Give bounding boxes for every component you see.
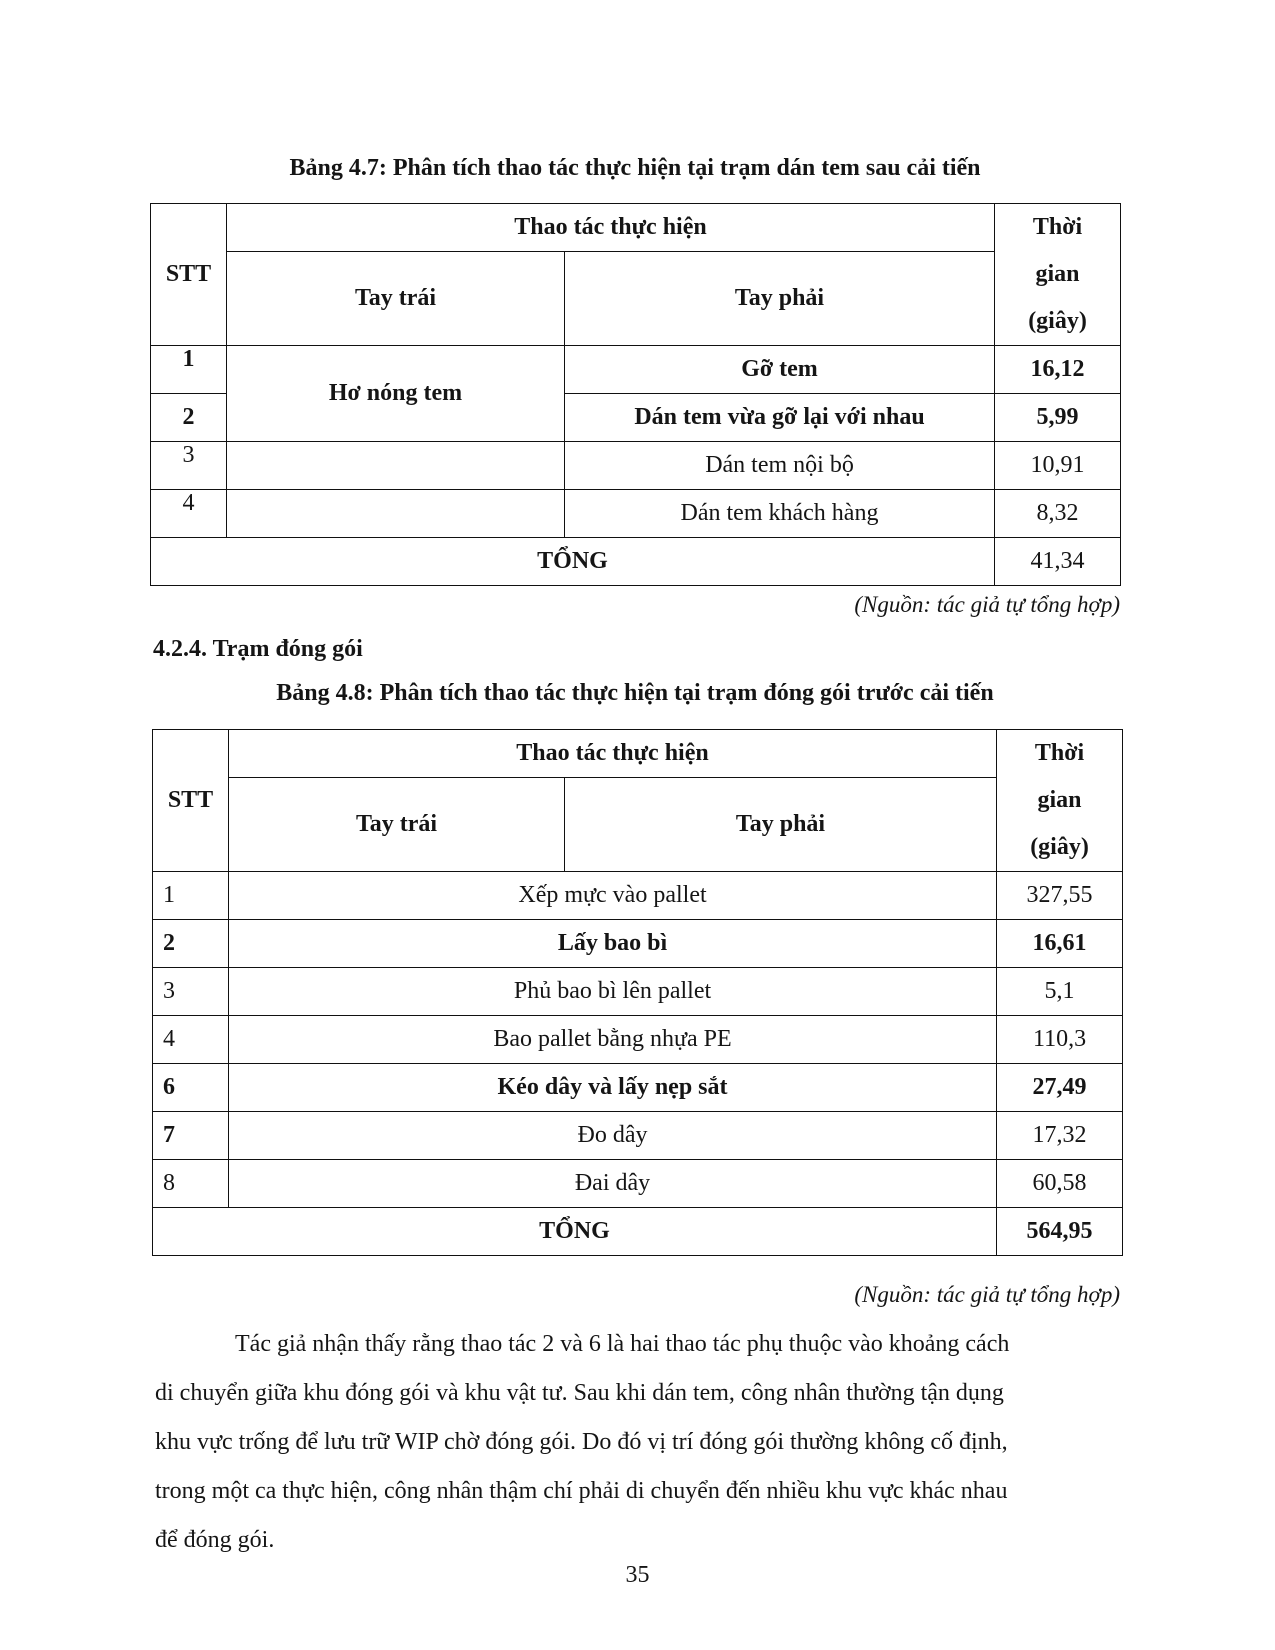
table1-stt-2: 2 [151, 394, 227, 442]
table1-header-stt: STT [151, 204, 227, 346]
table2-time-7: 17,32 [997, 1112, 1123, 1160]
table2-time-8: 60,58 [997, 1160, 1123, 1208]
table-row [151, 442, 1121, 490]
table-row [153, 1016, 1123, 1064]
table2-operation-3: Phủ bao bì lên pallet [229, 968, 997, 1016]
table1-time-2: 5,99 [995, 394, 1121, 442]
table2 [152, 729, 1123, 1256]
table2-total-label: TỔNG [153, 1208, 997, 1256]
table2-operation-2: Lấy bao bì [229, 920, 997, 968]
table1-header-right-hand: Tay phải [565, 252, 995, 346]
table-row [151, 346, 1121, 394]
table1-stt-1: 1 [151, 346, 227, 394]
table2-header-right-hand: Tay phải [565, 778, 997, 872]
table1-left-merged: Hơ nóng tem [227, 346, 565, 442]
table2-operation-7: Đo dây [229, 1112, 997, 1160]
table2-operation-8: Đai dây [229, 1160, 997, 1208]
table1-header-time [995, 204, 1121, 346]
table1-time-4: 8,32 [995, 490, 1121, 538]
table-row [153, 920, 1123, 968]
table1 [150, 203, 1121, 586]
table1-right-1: Gỡ tem [565, 346, 995, 394]
table1-total-label: TỔNG [151, 538, 995, 586]
table1-time-1: 16,12 [995, 346, 1121, 394]
table1-left-4 [227, 490, 565, 538]
table2-header-stt: STT [153, 730, 229, 872]
section-heading: 4.2.4. Trạm đóng gói [153, 636, 363, 662]
table2-header-operation: Thao tác thực hiện [229, 730, 997, 778]
paragraph-line-3: khu vực trống để lưu trữ WIP chờ đóng gói. Do đó vị trí đóng gói thường không cố định, [155, 1429, 1008, 1455]
table2-stt-2: 2 [153, 920, 229, 968]
table1-stt-4: 4 [151, 490, 227, 538]
table2-operation-6: Kéo dây và lấy nẹp sắt [229, 1064, 997, 1112]
table1-total-row [151, 538, 1121, 586]
table1-caption: Bảng 4.7: Phân tích thao tác thực hiện tại trạm dán tem sau cải tiến [289, 155, 981, 181]
table1-left-3 [227, 442, 565, 490]
table1-stt-3: 3 [151, 442, 227, 490]
table1-source: (Nguồn: tác giả tự tổng hợp) [854, 592, 1120, 617]
table-row [151, 490, 1121, 538]
table-row [153, 968, 1123, 1016]
table2-caption: Bảng 4.8: Phân tích thao tác thực hiện tại trạm đóng gói trước cải tiến [276, 680, 994, 706]
table1-right-3: Dán tem nội bộ [565, 442, 995, 490]
table1-time-3: 10,91 [995, 442, 1121, 490]
table1-right-2: Dán tem vừa gỡ lại với nhau [565, 394, 995, 442]
table1-right-4: Dán tem khách hàng [565, 490, 995, 538]
table-row [153, 1160, 1123, 1208]
table2-source: (Nguồn: tác giả tự tổng hợp) [854, 1282, 1120, 1307]
table2-stt-7: 7 [153, 1112, 229, 1160]
page-number: 35 [625, 1562, 650, 1588]
table2-stt-4: 4 [153, 1016, 229, 1064]
paragraph-line-1: Tác giả nhận thấy rằng thao tác 2 và 6 là hai thao tác phụ thuộc vào khoảng cách [235, 1331, 1010, 1357]
table1-header-operation: Thao tác thực hiện [227, 204, 995, 252]
paragraph-line-4: trong một ca thực hiện, công nhân thậm chí phải di chuyển đến nhiều khu vực khác nhau [155, 1478, 1008, 1504]
table1-header-time-1: Thời [1032, 214, 1083, 240]
table2-header-time-1: Thời [1034, 740, 1085, 766]
table2-time-1: 327,55 [997, 872, 1123, 920]
table2-header-time-2: gian [1037, 787, 1082, 813]
paragraph-line-2: di chuyển giữa khu đóng gói và khu vật tư. Sau khi dán tem, công nhân thường tận dụng [155, 1380, 1004, 1406]
table2-operation-1: Xếp mực vào pallet [229, 872, 997, 920]
table2-stt-1: 1 [153, 872, 229, 920]
table-row [153, 1112, 1123, 1160]
body-paragraph [155, 1320, 1125, 1565]
table2-header-left-hand: Tay trái [229, 778, 565, 872]
table2-stt-6: 6 [153, 1064, 229, 1112]
table1-header-left-hand: Tay trái [227, 252, 565, 346]
paragraph-line-5: để đóng gói. [155, 1527, 275, 1553]
table2-header-time-3: (giây) [1030, 834, 1089, 860]
table2-operation-4: Bao pallet bằng nhựa PE [229, 1016, 997, 1064]
table2-header-time [997, 730, 1123, 872]
table2-stt-3: 3 [153, 968, 229, 1016]
table-row [153, 872, 1123, 920]
table2-time-3: 5,1 [997, 968, 1123, 1016]
table2-stt-8: 8 [153, 1160, 229, 1208]
table1-header-time-3: (giây) [1028, 308, 1087, 334]
table1-header-time-2: gian [1035, 261, 1080, 287]
table2-total-value: 564,95 [997, 1208, 1123, 1256]
table1-total-value: 41,34 [995, 538, 1121, 586]
table2-time-4: 110,3 [997, 1016, 1123, 1064]
table2-time-2: 16,61 [997, 920, 1123, 968]
table-row [153, 1064, 1123, 1112]
table2-total-row [153, 1208, 1123, 1256]
table2-time-6: 27,49 [997, 1064, 1123, 1112]
